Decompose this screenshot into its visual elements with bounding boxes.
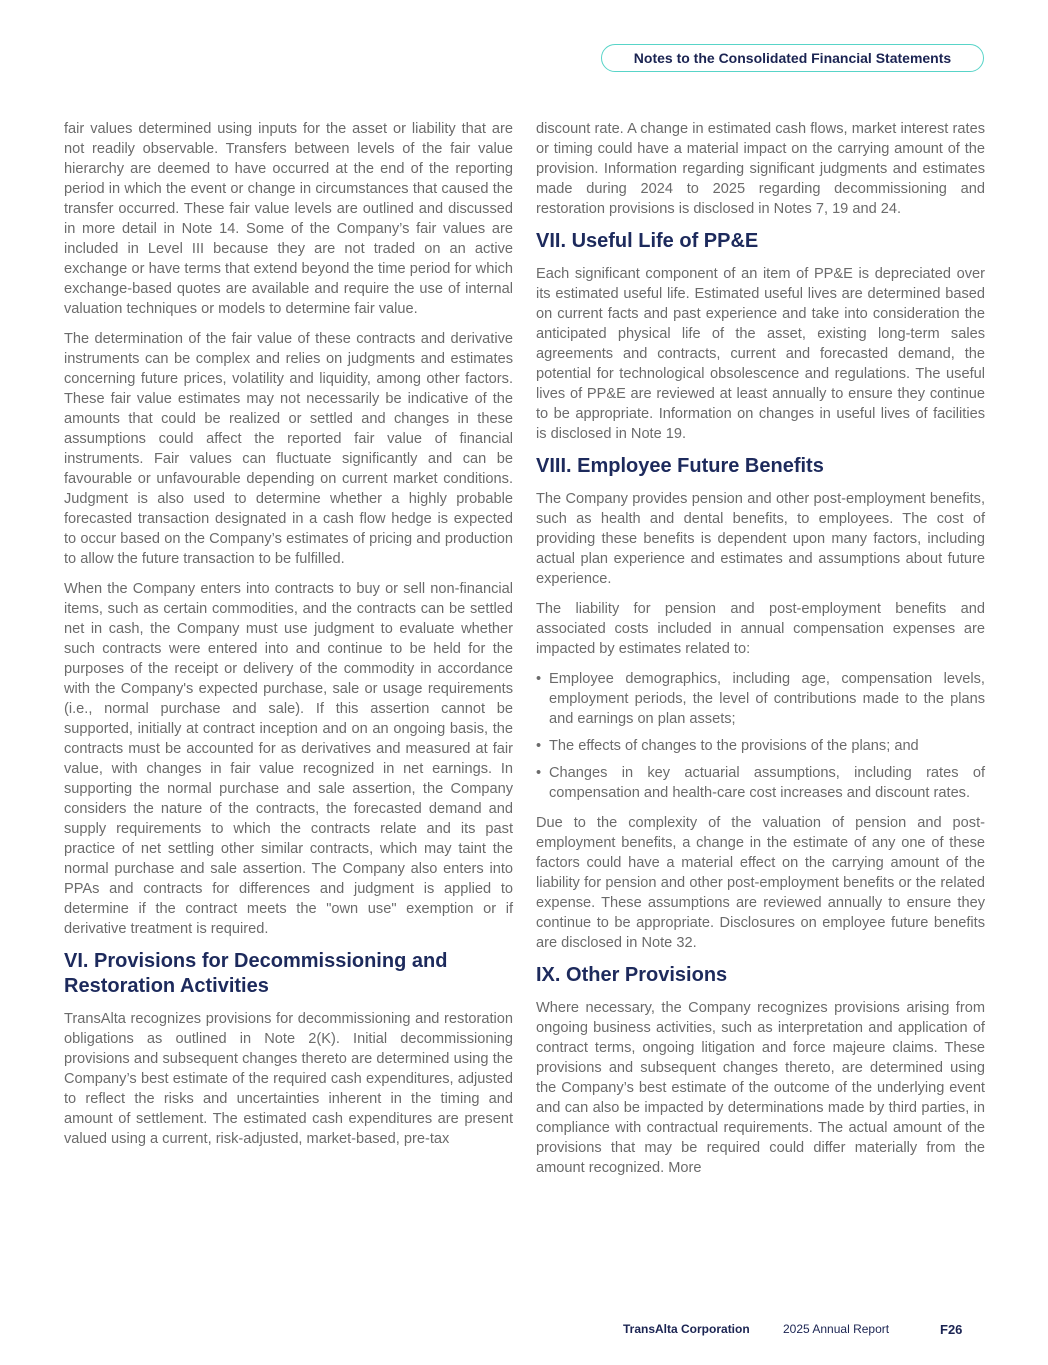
paragraph: TransAlta recognizes provisions for decommissioning and restoration obligations as outlined in Note 2(K). Initial decommissioning provisions and subsequent changes thereto are determined using the Company’s best estimate of the required cash expenditures, adjusted to reflect the risks and uncertainties inherent in the timing and amount of settlement. The estimated cash expenditures are present valued using a current, risk-adjusted, market-based, pre-tax [64,1011,513,1147]
paragraph: When the Company enters into contracts to buy or sell non-financial items, such as certain commodities, and the contracts can be settled net in cash, the Company must use judgment to evaluate whether such contracts were entered into and continue to be held for the purposes of the receipt or delivery of the commodity in accordance with the Company's expected purchase, sale or usage requirements (i.e., normal purchase and sale). If this assertion cannot be supported, initially at contract inception and on an ongoing basis, the contracts must be accounted for as derivatives and measured at fair value, with changes in fair value recognized in net earnings. In supporting the normal purchase and sale assertion, the Company considers the nature of the contracts, the forecasted demand and supply requirements to which the contracts relate and its past practice of net settling other similar contracts, which may taint the normal purchase and sale assertion. The Company also enters into PPAs and contracts for differences and judgment is applied to determine if the contract meets the "own use" exemption or if derivative treatment is required. [64,581,513,937]
section-header-badge [601,44,984,72]
footer-report-title: 2025 Annual Report [783,1322,890,1336]
heading-useful-life: VII. Useful Life of PP&E [536,230,759,252]
heading-other-provisions: IX. Other Provisions [536,964,728,986]
paragraph: The Company provides pension and other post-employment benefits, such as health and dental benefits, to employees. The cost of providing these benefits is dependent upon many factors, including actual plan experience and estimates and assumptions about future experience. [536,491,985,587]
list-item: • Changes in key actuarial assumptions, including rates of compensation and health-care cost increases and discount rates. [536,763,985,803]
list-item: • The effects of changes to the provisions of the plans; and [536,736,985,756]
list-item: • Employee demographics, including age, compensation levels, employment periods, the level of contributions made to the plans and earnings on plan assets; [536,669,985,729]
heading-decommissioning: VI. Provisions for Decommissioning and Restoration Activities [64,950,448,997]
bullet-list [536,669,985,803]
section-header-title: Notes to the Consolidated Financial Statements [633,50,952,66]
paragraph: The liability for pension and post-employment benefits and associated costs included in annual compensation expenses are impacted by estimates related to: [536,601,985,657]
left-column [64,119,513,1159]
footer-company: TransAlta Corporation [623,1322,750,1336]
paragraph: The determination of the fair value of these contracts and derivative instruments can be complex and relies on judgments and estimates concerning future prices, volatility and liquidity, among other factors. These fair value estimates may not necessarily be indicative of the amounts that could be realized or settled and changes in these assumptions could affect the reported fair value of financial instruments. Fair values can fluctuate significantly and can be favourable or unfavourable depending on current market conditions. Judgment is also used to determine whether a highly probable forecasted transaction designated in a cash flow hedge is expected to occur based on the Company’s estimates of pricing and production to allow the future transaction to be fulfilled. [64,331,513,567]
page-footer [0,1322,1048,1340]
right-column [536,119,985,1188]
page-number: F26 [940,1322,963,1337]
paragraph: Each significant component of an item of PP&E is depreciated over its estimated useful life. Estimated useful lives are determined based on current facts and past experience and take into consideration the anticipated physical life of the asset, existing long-term sales agreements and contracts, current and forecasted demand, the potential for technological obsolescence and regulations. The useful lives of PP&E are reviewed at least annually to ensure they continue to be appropriate. Information on changes in useful lives of facilities is disclosed in Note 19. [536,266,985,442]
paragraph: fair values determined using inputs for the asset or liability that are not readily observable. Transfers between levels of the fair value hierarchy are deemed to have occurred at the end of the reporting period in which the event or change in circumstances that caused the transfer occurred. These fair value levels are outlined and discussed in more detail in Note 14. Some of the Company’s fair values are included in Level III because they are not traded on an active exchange or have terms that extend beyond the time period for which exchange-based quotes are available and require the use of internal valuation techniques or models to determine fair value. [64,121,513,317]
paragraph: Where necessary, the Company recognizes provisions arising from ongoing business activities, such as interpretation and application of contract terms, ongoing litigation and force majeure claims. These provisions and subsequent changes thereto, are determined using the Company’s best estimate of the outcome of the underlying event and can also be impacted by determinations made by third parties, in compliance with contractual requirements. The actual amount of the provisions that may be required could differ materially from the amount recognized. More [536,1000,985,1176]
paragraph: Due to the complexity of the valuation of pension and post-employment benefits, a change in the estimate of any one of these factors could have a material effect on the carrying amount of the liability for pension and other post-employment benefits or the related expense. These assumptions are reviewed annually to ensure they continue to be appropriate. Disclosures on employee future benefits are disclosed in Note 32. [536,815,985,951]
paragraph: discount rate. A change in estimated cash flows, market interest rates or timing could have a material impact on the carrying amount of the provision. Information regarding significant judgments and estimates made during 2024 to 2025 regarding decommissioning and restoration provisions is disclosed in Notes 7, 19 and 24. [536,121,985,217]
heading-employee-benefits: VIII. Employee Future Benefits [536,455,824,477]
